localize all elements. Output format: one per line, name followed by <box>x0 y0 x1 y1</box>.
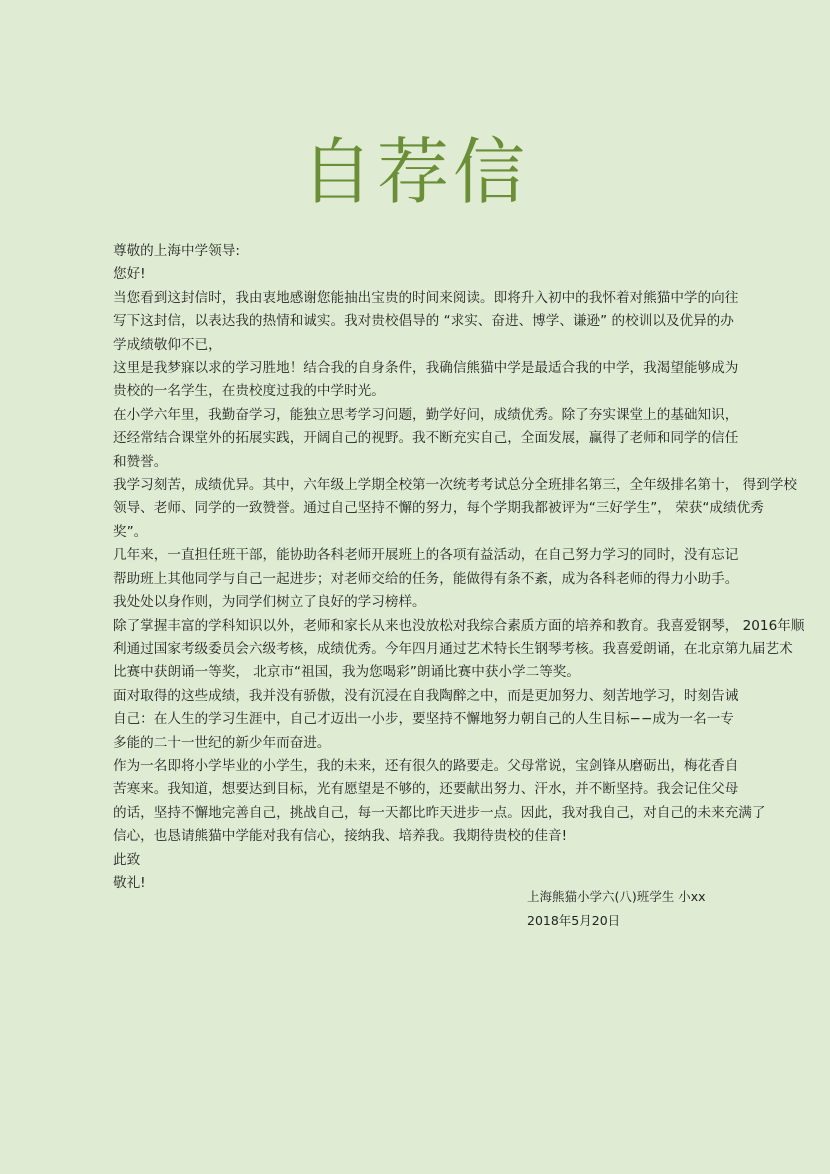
paragraph-line: 除了掌握丰富的学科知识以外，老师和家长从来也没放松对我综合素质方面的培养和教育。我喜爱钢琴， 2016年顺 <box>113 617 805 634</box>
paragraph-line: 当您看到这封信时，我由衷地感谢您能抽出宝贵的时间来阅读。即将升入初中的我怀着对熊猫中学的向往 <box>113 289 739 306</box>
paragraph-line: 写下这封信，以表达我的热情和诚实。我对贵校倡导的 “求实、奋进、博学、谦逊” 的校训以及优异的办 <box>113 313 734 330</box>
paragraph-line: 自己：在人生的学习生涯中，自己才迈出一小步，要坚持不懈地努力朝自己的人生目标−−成为一名一专 <box>113 711 734 728</box>
letter-body <box>113 240 805 895</box>
greeting: 您好! <box>113 266 146 283</box>
page-title: 自荐信 <box>300 130 529 214</box>
salutation: 尊敬的上海中学领导: <box>113 243 240 259</box>
signature-date: 2018年5月20日 <box>527 913 621 928</box>
paragraph-line: 面对取得的这些成绩，我并没有骄傲，没有沉浸在自我陶醉之中，而是更加努力、刻苦地学习，时刻告诫 <box>113 687 739 704</box>
paragraph-line: 信心，也恳请熊猫中学能对我有信心，接纳我、培养我。我期待贵校的佳音! <box>113 828 568 845</box>
paragraph-line: 多能的二十一世纪的新少年而奋进。 <box>113 734 331 751</box>
closing-line-2: 敬礼! <box>113 874 146 891</box>
paragraph-line: 我学习刻苦，成绩优异。其中，六年级上学期全校第一次统考考试总分全班排名第三，全年级排名第十， 得到学校 <box>113 477 798 494</box>
signature-block <box>527 885 706 933</box>
paragraph-line: 的话，坚持不懈地完善自己，挑战自己，每一天都比昨天进步一点。因此，我对我自己，对自己的未来充满了 <box>113 804 766 821</box>
paragraph-humility <box>113 685 753 755</box>
paragraph-line: 学成绩敬仰不已， <box>113 336 222 353</box>
paragraph-leadership <box>113 544 753 614</box>
paragraph-study <box>113 404 753 474</box>
paragraph-line: 和赞誉。 <box>113 453 168 470</box>
closing-line-1: 此致 <box>113 851 141 868</box>
paragraph-line: 帮助班上其他同学与自己一起进步；对老师交给的任务，能做得有条不紊，成为各科老师的得力小助手。 <box>113 570 739 587</box>
paragraph-line: 几年来，一直担任班干部，能协助各科老师开展班上的各项有益活动，在自己努力学习的同时，没有忘记 <box>113 547 739 564</box>
paragraph-line: 这里是我梦寐以求的学习胜地！结合我的自身条件，我确信熊猫中学是最适合我的中学，我渴望能够成为 <box>113 360 739 377</box>
paragraph-line: 还经常结合课堂外的拓展实践，开阔自己的视野。我不断充实自己，全面发展，赢得了老师和同学的信任 <box>113 430 739 447</box>
paragraph-grades <box>113 474 798 544</box>
paragraph-line: 苦寒来。我知道，想要达到目标，光有愿望是不够的，还要献出努力、汗水，并不断坚持。我会记住父母 <box>113 781 739 798</box>
paragraph-line: 作为一名即将小学毕业的小学生，我的未来，还有很久的路要走。父母常说，宝剑锋从磨砺出，梅花香自 <box>113 757 739 774</box>
paragraph-line: 在小学六年里，我勤奋学习，能独立思考学习问题，勤学好问，成绩优秀。除了夯实课堂上的基础知识， <box>113 406 739 423</box>
signature-name: 上海熊猫小学六(八)班学生 小xx <box>527 889 706 904</box>
paragraph-future <box>113 755 766 849</box>
paragraph-arts <box>113 615 805 685</box>
paragraph-aspiration <box>113 357 753 404</box>
paragraph-line: 比赛中获朗诵一等奖， 北京市“祖国，我为您喝彩”朗诵比赛中获小学二等奖。 <box>113 664 580 681</box>
paragraph-line: 利通过国家考级委员会六级考核，成绩优秀。今年四月通过艺术特长生钢琴考核。我喜爱朗诵，在北京第九届艺术 <box>113 640 793 657</box>
paragraph-line: 奖”。 <box>113 523 148 540</box>
paragraph-line: 我处处以身作则，为同学们树立了良好的学习榜样。 <box>113 594 426 611</box>
paragraph-line: 贵校的一名学生，在贵校度过我的中学时光。 <box>113 383 385 400</box>
paragraph-line: 领导、老师、同学的一致赞誉。通过自己坚持不懈的努力，每个学期我都被评为“三好学生”， 荣获“成绩优秀 <box>113 500 764 517</box>
paragraph-intro <box>113 287 753 357</box>
